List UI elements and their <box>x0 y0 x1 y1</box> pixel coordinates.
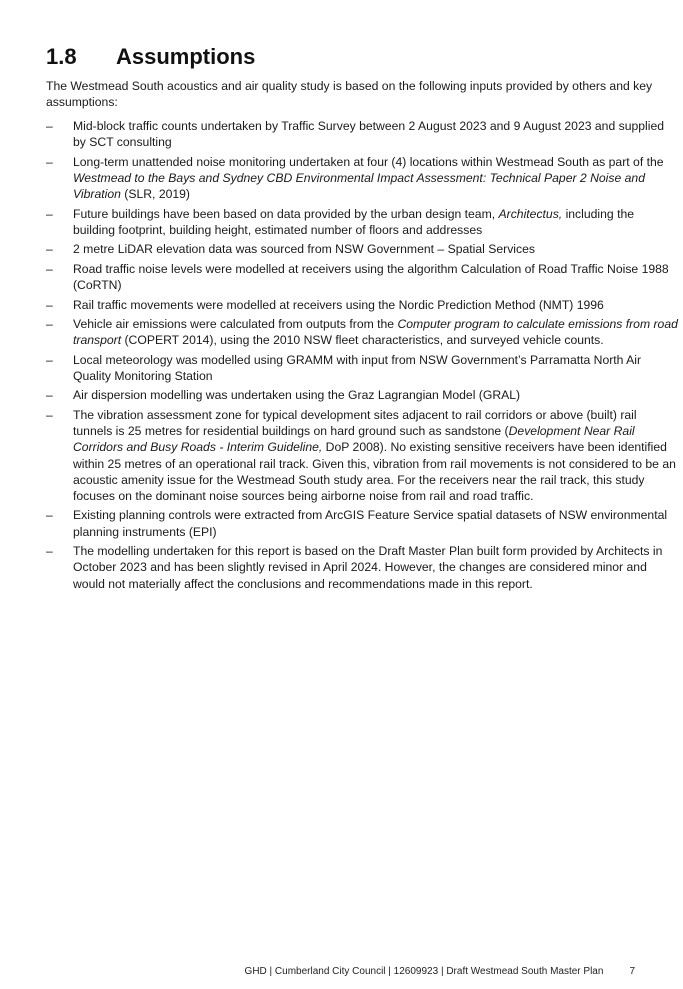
item-text-italic: Computer program to calculate emissions from road transport <box>73 317 678 348</box>
item-text-italic: Architectus, <box>498 206 563 221</box>
bullet-dash: – <box>46 352 53 367</box>
item-text: Existing planning controls were extracted from ArcGIS Feature Service spatial datasets of NSW environmental planning instruments (EPI) <box>73 508 668 539</box>
assumptions-list <box>46 118 678 595</box>
intro-paragraph: The Westmead South acoustics and air quality study is based on the following inputs provided by others and key assumptions: <box>46 79 653 109</box>
assumption-item <box>46 297 678 313</box>
section-title: Assumptions <box>116 44 256 69</box>
assumption-item <box>46 387 678 403</box>
item-text: Vehicle air emissions were calculated from outputs from the <box>73 317 398 332</box>
bullet-dash: – <box>46 261 53 276</box>
item-text-italic: Westmead to the Bays and Sydney CBD Environmental Impact Assessment: Technical Paper 2 Noise and Vibration <box>73 170 645 202</box>
page-footer <box>245 966 635 977</box>
assumption-item <box>46 407 678 504</box>
item-text: Local meteorology was modelled using GRAMM with input from NSW Government’s Parramatta North Air Quality Monitoring Station <box>73 352 642 383</box>
bullet-dash: – <box>46 407 53 422</box>
bullet-dash: – <box>46 206 53 221</box>
item-text: Rail traffic movements were modelled at receivers using the Nordic Prediction Method (NMT) 1996 <box>73 297 604 312</box>
section-heading <box>46 44 255 70</box>
bullet-dash: – <box>46 508 53 523</box>
assumption-item <box>46 543 678 592</box>
bullet-dash: – <box>46 544 53 559</box>
item-text: Air dispersion modelling was undertaken using the Graz Lagrangian Model (GRAL) <box>73 388 521 403</box>
bullet-dash: – <box>46 297 53 312</box>
bullet-dash: – <box>46 154 53 169</box>
assumption-item <box>46 261 678 293</box>
bullet-dash: – <box>46 317 53 332</box>
item-text: 2 metre LiDAR elevation data was sourced from NSW Government – Spatial Services <box>73 242 535 257</box>
assumption-item <box>46 241 678 257</box>
assumption-item <box>46 352 678 384</box>
item-text: including the building footprint, building height, estimated number of floors and addresses <box>73 206 635 237</box>
item-text: DoP 2008). No existing sensitive receivers have been identified within 25 metres of an operational rail track. Given this, vibration from rail movements is not considered to be an acoustic amenity issue for the Westmead South study area. For the receivers near the rail track, this study focuses on the dominant noise sources being airborne noise from rail and road traffic. <box>73 440 676 503</box>
item-text: The modelling undertaken for this report is based on the Draft Master Plan built form provided by Architects in October 2023 and has been slightly revised in April 2024. However, the changes are considered minor and would not materially affect the conclusions and recommendations made in this report. <box>73 544 663 591</box>
assumption-item <box>46 206 678 238</box>
item-text: (COPERT 2014), using the 2010 NSW fleet characteristics, and surveyed vehicle counts. <box>121 333 604 348</box>
page-number: 7 <box>629 966 635 977</box>
bullet-dash: – <box>46 119 53 133</box>
item-text: Mid-block traffic counts undertaken by Traffic Survey between 2 August 2023 and 9 August 2023 and supplied by SCT consulting <box>73 119 665 150</box>
item-text-italic: Development Near Rail Corridors and Busy Roads - Interim Guideline, <box>73 424 635 455</box>
item-text: Long-term unattended noise monitoring undertaken at four (4) locations within Westmead South as part of the <box>73 154 664 169</box>
item-text: Future buildings have been based on data provided by the urban design team, <box>73 206 499 221</box>
assumption-item <box>46 507 678 539</box>
item-text: (SLR, 2019) <box>120 187 190 202</box>
item-text: The vibration assessment zone for typical development sites adjacent to rail corridors or above (built) rail tunnels is 25 metres for residential buildings on hard ground such as sandstone ( <box>73 407 637 439</box>
item-text: Road traffic noise levels were modelled at receivers using the algorithm Calculation of Road Traffic Noise 1988 (CoRTN) <box>73 261 669 293</box>
assumption-item <box>46 118 678 150</box>
bullet-dash: – <box>46 388 53 403</box>
footer-text: GHD | Cumberland City Council | 12609923 | Draft Westmead South Master Plan <box>244 966 604 977</box>
assumption-item <box>46 154 678 203</box>
assumption-item <box>46 316 678 348</box>
section-number: 1.8 <box>46 44 77 69</box>
bullet-dash: – <box>46 242 53 257</box>
